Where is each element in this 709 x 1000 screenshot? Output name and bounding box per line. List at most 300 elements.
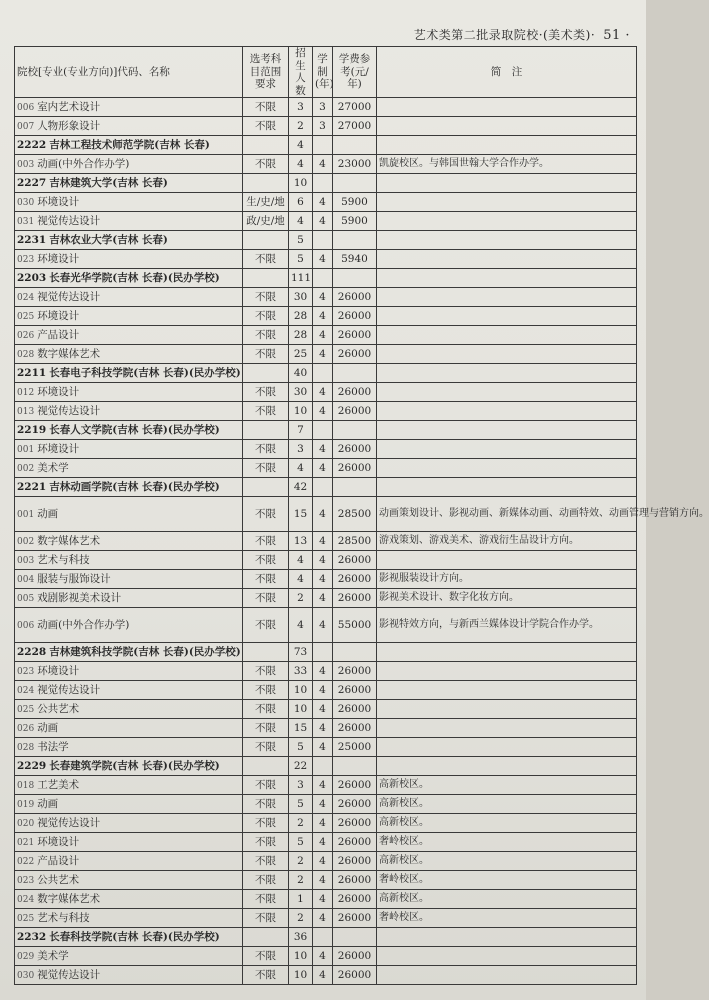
note-cell xyxy=(377,364,637,383)
note-cell xyxy=(377,288,637,307)
major-row xyxy=(15,833,637,852)
requirement-cell: 不限 xyxy=(243,700,289,719)
years-cell xyxy=(313,174,333,193)
requirement-cell: 不限 xyxy=(243,98,289,117)
fee-cell: 26000 xyxy=(333,345,377,364)
row-name-cell xyxy=(15,459,243,478)
row-name-cell xyxy=(15,383,243,402)
enroll-cell: 4 xyxy=(289,551,313,570)
enroll-cell: 4 xyxy=(289,155,313,174)
note-cell xyxy=(377,681,637,700)
enroll-cell: 33 xyxy=(289,662,313,681)
requirement-cell: 不限 xyxy=(243,776,289,795)
row-name-cell xyxy=(15,98,243,117)
enroll-cell: 2 xyxy=(289,909,313,928)
enroll-cell: 42 xyxy=(289,478,313,497)
row-code: 026 xyxy=(17,331,35,342)
requirement-cell: 不限 xyxy=(243,947,289,966)
enroll-cell: 25 xyxy=(289,345,313,364)
row-name-cell xyxy=(15,966,243,985)
major-row xyxy=(15,307,637,326)
row-name: 公共艺术 xyxy=(37,703,80,716)
row-name: 环境设计 xyxy=(37,196,80,209)
years-cell: 3 xyxy=(313,98,333,117)
row-name: 动画 xyxy=(37,508,59,521)
fee-cell xyxy=(333,364,377,383)
years-cell xyxy=(313,757,333,776)
row-name-cell xyxy=(15,589,243,608)
note-cell xyxy=(377,345,637,364)
enroll-cell: 3 xyxy=(289,440,313,459)
row-name: 长春建筑学院(吉林 长春)(民办学校) xyxy=(49,760,220,773)
years-cell: 4 xyxy=(313,947,333,966)
major-row xyxy=(15,795,637,814)
row-code: 2222 xyxy=(17,139,47,152)
major-row xyxy=(15,852,637,871)
note-cell xyxy=(377,117,637,136)
row-code: 024 xyxy=(17,293,35,304)
major-row xyxy=(15,719,637,738)
major-row xyxy=(15,288,637,307)
fee-cell: 25000 xyxy=(333,738,377,757)
enroll-cell: 2 xyxy=(289,871,313,890)
major-row xyxy=(15,589,637,608)
years-cell: 4 xyxy=(313,440,333,459)
table-body xyxy=(15,98,709,985)
enroll-cell: 1 xyxy=(289,890,313,909)
enroll-cell: 4 xyxy=(289,136,313,155)
years-cell: 4 xyxy=(313,402,333,421)
fee-cell: 26000 xyxy=(333,909,377,928)
major-row xyxy=(15,871,637,890)
requirement-cell: 不限 xyxy=(243,833,289,852)
row-name: 吉林工程技术师范学院(吉林 长春) xyxy=(49,139,210,152)
enroll-cell: 7 xyxy=(289,421,313,440)
col-header-note: 简 注 xyxy=(377,47,637,98)
major-row xyxy=(15,345,637,364)
row-code: 030 xyxy=(17,971,35,982)
years-cell: 4 xyxy=(313,776,333,795)
running-title: 艺术类第二批录取院校·(美术类)· xyxy=(413,28,596,42)
fee-cell xyxy=(333,757,377,776)
note-cell xyxy=(377,757,637,776)
school-row xyxy=(15,136,637,155)
major-row xyxy=(15,459,637,478)
enroll-cell: 5 xyxy=(289,231,313,250)
row-code: 2231 xyxy=(17,234,47,247)
note-cell xyxy=(377,250,637,269)
enroll-cell: 5 xyxy=(289,833,313,852)
col-header-name: 院校[专业(专业方向)]代码、名称 xyxy=(15,47,243,98)
note-cell xyxy=(377,719,637,738)
fee-cell: 5900 xyxy=(333,193,377,212)
row-name: 吉林动画学院(吉林 长春)(民办学校) xyxy=(49,481,220,494)
page-number: 51 · xyxy=(603,28,630,43)
years-cell xyxy=(313,643,333,662)
years-cell xyxy=(313,928,333,947)
row-name: 人物形象设计 xyxy=(37,120,101,133)
major-row xyxy=(15,700,637,719)
enroll-cell: 10 xyxy=(289,700,313,719)
row-code: 007 xyxy=(17,122,35,133)
row-name-cell xyxy=(15,700,243,719)
years-cell: 3 xyxy=(313,117,333,136)
row-name-cell xyxy=(15,174,243,193)
row-name: 环境设计 xyxy=(37,443,80,456)
row-code: 003 xyxy=(17,160,35,171)
enroll-cell: 10 xyxy=(289,947,313,966)
requirement-cell: 不限 xyxy=(243,719,289,738)
row-code: 026 xyxy=(17,724,35,735)
fee-cell: 26000 xyxy=(333,947,377,966)
years-cell: 4 xyxy=(313,662,333,681)
row-name: 环境设计 xyxy=(37,253,80,266)
years-cell: 4 xyxy=(313,307,333,326)
enroll-cell: 10 xyxy=(289,402,313,421)
requirement-cell: 不限 xyxy=(243,890,289,909)
fee-cell: 26000 xyxy=(333,307,377,326)
school-row xyxy=(15,231,637,250)
enroll-cell: 13 xyxy=(289,532,313,551)
enroll-cell: 4 xyxy=(289,459,313,478)
row-code: 025 xyxy=(17,312,35,323)
enroll-cell: 36 xyxy=(289,928,313,947)
row-name-cell xyxy=(15,440,243,459)
row-name: 吉林农业大学(吉林 长春) xyxy=(49,234,168,247)
note-cell: 动画策划设计、影视动画、新媒体动画、动画特效、动画管理与营销方向。 xyxy=(377,497,637,532)
years-cell xyxy=(313,269,333,288)
requirement-cell xyxy=(243,269,289,288)
requirement-cell xyxy=(243,231,289,250)
requirement-cell: 不限 xyxy=(243,117,289,136)
row-name: 艺术与科技 xyxy=(37,554,90,567)
requirement-cell: 不限 xyxy=(243,345,289,364)
years-cell: 4 xyxy=(313,833,333,852)
requirement-cell: 不限 xyxy=(243,909,289,928)
row-code: 025 xyxy=(17,914,35,925)
row-code: 002 xyxy=(17,537,35,548)
major-row xyxy=(15,909,637,928)
note-cell xyxy=(377,966,637,985)
major-row xyxy=(15,250,637,269)
row-name: 动画(中外合作办学) xyxy=(37,158,130,171)
requirement-cell: 不限 xyxy=(243,814,289,833)
major-row xyxy=(15,681,637,700)
major-row xyxy=(15,608,637,643)
years-cell: 4 xyxy=(313,532,333,551)
note-cell xyxy=(377,326,637,345)
enroll-cell: 2 xyxy=(289,814,313,833)
row-name: 戏剧影视美术设计 xyxy=(37,592,122,605)
requirement-cell xyxy=(243,421,289,440)
years-cell xyxy=(313,136,333,155)
note-cell xyxy=(377,738,637,757)
note-cell xyxy=(377,700,637,719)
years-cell: 4 xyxy=(313,909,333,928)
row-name: 环境设计 xyxy=(37,665,80,678)
row-name-cell xyxy=(15,288,243,307)
row-code: 023 xyxy=(17,255,35,266)
years-cell: 4 xyxy=(313,966,333,985)
fee-cell xyxy=(333,269,377,288)
requirement-cell xyxy=(243,757,289,776)
row-name-cell xyxy=(15,852,243,871)
row-name: 美术学 xyxy=(37,462,69,475)
fee-cell: 26000 xyxy=(333,570,377,589)
row-code: 020 xyxy=(17,819,35,830)
enroll-cell: 5 xyxy=(289,250,313,269)
row-name-cell xyxy=(15,795,243,814)
years-cell: 4 xyxy=(313,459,333,478)
row-code: 024 xyxy=(17,686,35,697)
enroll-cell: 4 xyxy=(289,608,313,643)
row-name: 工艺美术 xyxy=(37,779,80,792)
fee-cell: 26000 xyxy=(333,383,377,402)
fee-cell xyxy=(333,174,377,193)
enroll-cell: 15 xyxy=(289,719,313,738)
years-cell: 4 xyxy=(313,250,333,269)
requirement-cell: 不限 xyxy=(243,532,289,551)
row-name-cell xyxy=(15,947,243,966)
note-cell xyxy=(377,269,637,288)
row-name: 产品设计 xyxy=(37,855,80,868)
fee-cell: 26000 xyxy=(333,402,377,421)
note-cell: 影视特效方向，与新西兰媒体设计学院合作办学。 xyxy=(377,608,637,643)
note-cell xyxy=(377,174,637,193)
years-cell: 4 xyxy=(313,155,333,174)
major-row xyxy=(15,532,637,551)
row-code: 006 xyxy=(17,103,35,114)
requirement-cell: 不限 xyxy=(243,497,289,532)
note-cell: 影视服装设计方向。 xyxy=(377,570,637,589)
row-name: 产品设计 xyxy=(37,329,80,342)
enroll-cell: 5 xyxy=(289,738,313,757)
fee-cell xyxy=(333,928,377,947)
fee-cell: 26000 xyxy=(333,966,377,985)
requirement-cell xyxy=(243,364,289,383)
school-row xyxy=(15,269,637,288)
fee-cell: 55000 xyxy=(333,608,377,643)
col-header-requirement: 选考科目范围要求 xyxy=(243,47,289,98)
row-name-cell xyxy=(15,643,243,662)
years-cell: 4 xyxy=(313,814,333,833)
row-code: 2211 xyxy=(17,367,47,380)
years-cell: 4 xyxy=(313,871,333,890)
fee-cell: 26000 xyxy=(333,814,377,833)
row-code: 029 xyxy=(17,952,35,963)
major-row xyxy=(15,814,637,833)
row-code: 006 xyxy=(17,621,35,632)
fee-cell: 26000 xyxy=(333,440,377,459)
note-cell xyxy=(377,193,637,212)
enroll-cell: 2 xyxy=(289,589,313,608)
years-cell: 4 xyxy=(313,795,333,814)
major-row xyxy=(15,155,637,174)
row-name-cell xyxy=(15,909,243,928)
fee-cell xyxy=(333,478,377,497)
row-code: 028 xyxy=(17,743,35,754)
years-cell: 4 xyxy=(313,700,333,719)
note-cell xyxy=(377,231,637,250)
years-cell: 4 xyxy=(313,738,333,757)
row-code: 2228 xyxy=(17,646,47,659)
requirement-cell: 不限 xyxy=(243,608,289,643)
years-cell: 4 xyxy=(313,570,333,589)
fee-cell: 26000 xyxy=(333,719,377,738)
years-cell: 4 xyxy=(313,212,333,231)
row-code: 2221 xyxy=(17,481,47,494)
requirement-cell xyxy=(243,136,289,155)
row-name: 室内艺术设计 xyxy=(37,101,101,114)
row-name-cell xyxy=(15,814,243,833)
row-code: 019 xyxy=(17,800,35,811)
requirement-cell: 不限 xyxy=(243,681,289,700)
fee-cell: 26000 xyxy=(333,871,377,890)
row-name: 长春电子科技学院(吉林 长春)(民办学校) xyxy=(49,367,241,380)
note-cell: 高新校区。 xyxy=(377,776,637,795)
enroll-cell: 111 xyxy=(289,269,313,288)
requirement-cell: 不限 xyxy=(243,307,289,326)
row-name-cell xyxy=(15,193,243,212)
row-name-cell xyxy=(15,570,243,589)
row-code: 004 xyxy=(17,575,35,586)
years-cell xyxy=(313,364,333,383)
note-cell xyxy=(377,662,637,681)
row-name: 艺术与科技 xyxy=(37,912,90,925)
row-name: 长春光华学院(吉林 长春)(民办学校) xyxy=(49,272,220,285)
major-row xyxy=(15,966,637,985)
school-row xyxy=(15,364,637,383)
requirement-cell: 政/史/地 xyxy=(243,212,289,231)
requirement-cell: 不限 xyxy=(243,155,289,174)
row-name-cell xyxy=(15,757,243,776)
fee-cell: 26000 xyxy=(333,890,377,909)
major-row xyxy=(15,212,637,231)
major-row xyxy=(15,383,637,402)
years-cell: 4 xyxy=(313,193,333,212)
major-row xyxy=(15,98,637,117)
requirement-cell: 不限 xyxy=(243,440,289,459)
row-name: 视觉传达设计 xyxy=(37,215,101,228)
row-name: 公共艺术 xyxy=(37,874,80,887)
major-row xyxy=(15,776,637,795)
school-row xyxy=(15,478,637,497)
row-name-cell xyxy=(15,719,243,738)
major-row xyxy=(15,570,637,589)
row-name-cell xyxy=(15,776,243,795)
major-row xyxy=(15,193,637,212)
row-name: 环境设计 xyxy=(37,836,80,849)
row-name-cell xyxy=(15,662,243,681)
admissions-table xyxy=(14,46,709,985)
years-cell xyxy=(313,231,333,250)
row-code: 2203 xyxy=(17,272,47,285)
row-name-cell xyxy=(15,345,243,364)
requirement-cell: 不限 xyxy=(243,966,289,985)
requirement-cell: 不限 xyxy=(243,738,289,757)
fee-cell: 26000 xyxy=(333,795,377,814)
row-name: 数字媒体艺术 xyxy=(37,535,101,548)
note-cell: 游戏策划、游戏美术、游戏衍生品设计方向。 xyxy=(377,532,637,551)
enroll-cell: 30 xyxy=(289,383,313,402)
row-code: 005 xyxy=(17,594,35,605)
note-cell xyxy=(377,421,637,440)
school-row xyxy=(15,928,637,947)
row-code: 2229 xyxy=(17,760,47,773)
fee-cell xyxy=(333,231,377,250)
school-row xyxy=(15,757,637,776)
enroll-cell: 10 xyxy=(289,174,313,193)
enroll-cell: 30 xyxy=(289,288,313,307)
row-code: 2227 xyxy=(17,177,47,190)
note-cell: 凯旋校区。与韩国世翰大学合作办学。 xyxy=(377,155,637,174)
fee-cell: 26000 xyxy=(333,326,377,345)
row-name: 视觉传达设计 xyxy=(37,817,101,830)
row-code: 001 xyxy=(17,510,35,521)
row-name-cell xyxy=(15,681,243,700)
enroll-cell: 15 xyxy=(289,497,313,532)
note-cell xyxy=(377,212,637,231)
requirement-cell: 不限 xyxy=(243,662,289,681)
years-cell: 4 xyxy=(313,383,333,402)
row-name-cell xyxy=(15,833,243,852)
years-cell: 4 xyxy=(313,551,333,570)
years-cell: 4 xyxy=(313,719,333,738)
years-cell xyxy=(313,478,333,497)
row-name-cell xyxy=(15,364,243,383)
note-cell xyxy=(377,307,637,326)
row-code: 022 xyxy=(17,857,35,868)
major-row xyxy=(15,326,637,345)
enroll-cell: 40 xyxy=(289,364,313,383)
years-cell: 4 xyxy=(313,890,333,909)
fee-cell: 27000 xyxy=(333,98,377,117)
row-name: 环境设计 xyxy=(37,386,80,399)
row-name-cell xyxy=(15,890,243,909)
row-code: 021 xyxy=(17,838,35,849)
requirement-cell: 不限 xyxy=(243,383,289,402)
fee-cell xyxy=(333,421,377,440)
requirement-cell: 不限 xyxy=(243,250,289,269)
years-cell: 4 xyxy=(313,497,333,532)
enroll-cell: 2 xyxy=(289,852,313,871)
row-name-cell xyxy=(15,117,243,136)
row-name-cell xyxy=(15,307,243,326)
fee-cell: 26000 xyxy=(333,589,377,608)
school-row xyxy=(15,174,637,193)
years-cell: 4 xyxy=(313,608,333,643)
row-name-cell xyxy=(15,608,243,643)
row-code: 002 xyxy=(17,464,35,475)
note-cell: 奢岭校区。 xyxy=(377,909,637,928)
row-code: 001 xyxy=(17,445,35,456)
row-name: 视觉传达设计 xyxy=(37,405,101,418)
row-name-cell xyxy=(15,402,243,421)
school-row xyxy=(15,643,637,662)
years-cell: 4 xyxy=(313,681,333,700)
enroll-cell: 28 xyxy=(289,307,313,326)
requirement-cell: 不限 xyxy=(243,871,289,890)
requirement-cell: 生/史/地 xyxy=(243,193,289,212)
years-cell: 4 xyxy=(313,288,333,307)
enroll-cell: 5 xyxy=(289,795,313,814)
enroll-cell: 10 xyxy=(289,966,313,985)
requirement-cell: 不限 xyxy=(243,326,289,345)
major-row xyxy=(15,402,637,421)
note-cell xyxy=(377,478,637,497)
row-name-cell xyxy=(15,497,243,532)
row-name: 服装与服饰设计 xyxy=(37,573,111,586)
